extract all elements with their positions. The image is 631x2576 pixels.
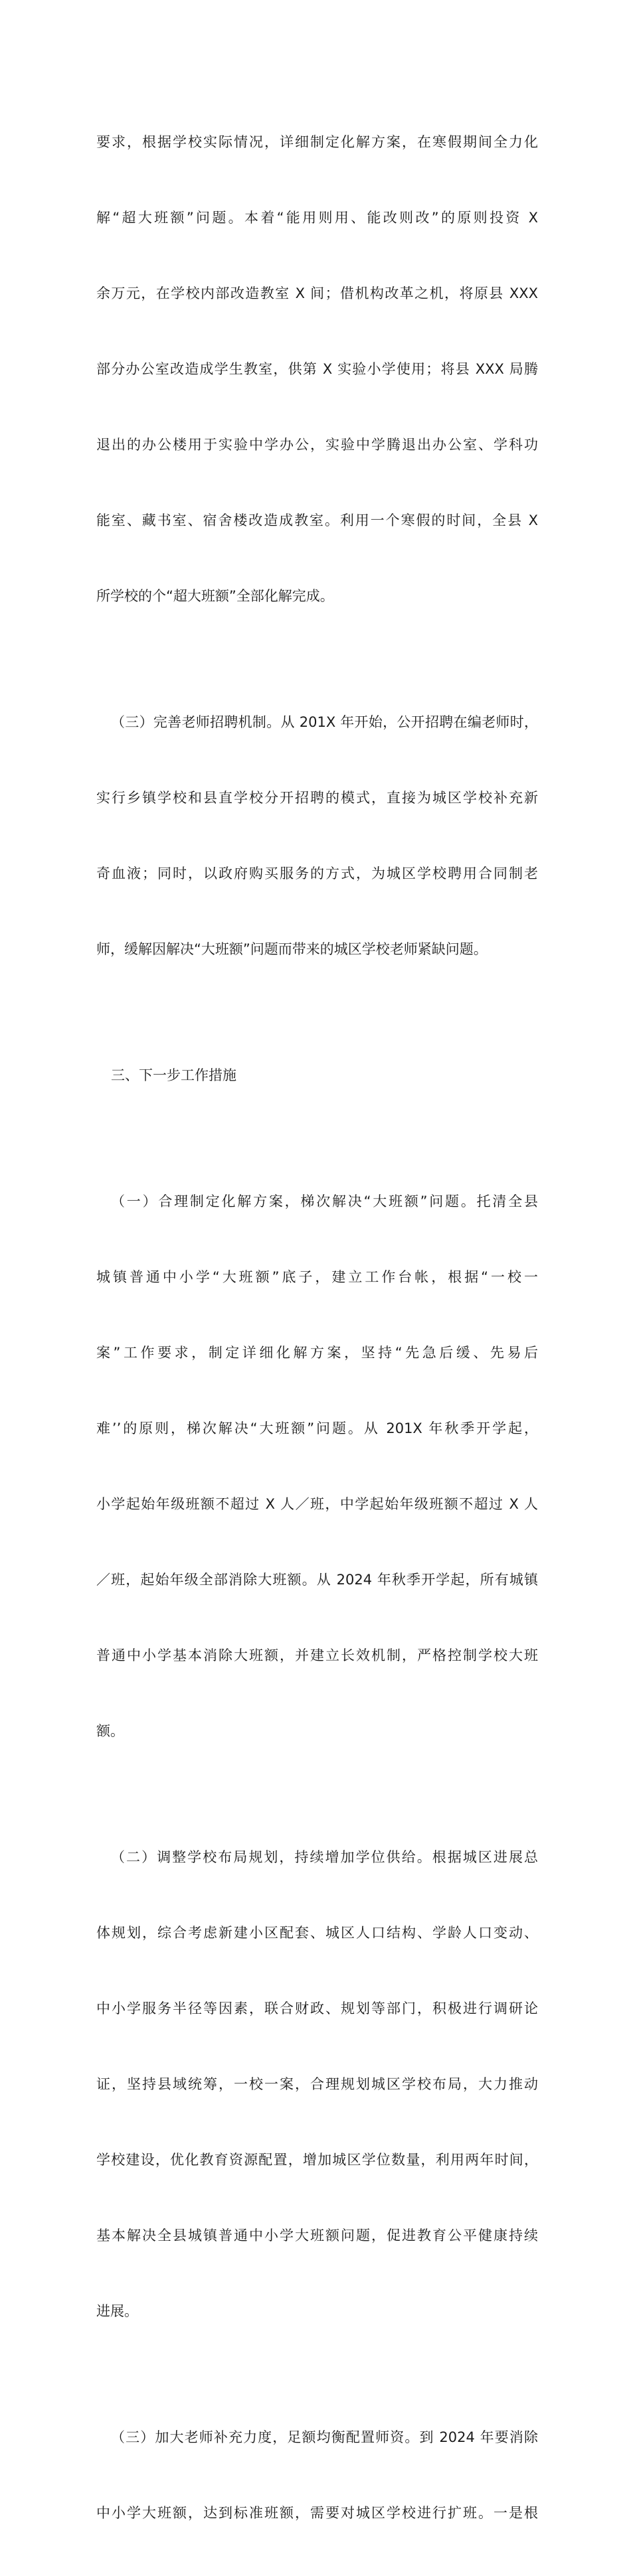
text-line: ／班，起始年级全部消除大班额。从 2024 年秋季开学起，所有城镇: [96, 1572, 538, 1588]
paragraph-teacher-recruitment: [96, 659, 538, 1012]
text-line: 所学校的个“超大班额”全部化解完成。: [96, 588, 334, 604]
text-line: （二）调整学校布局规划，持续增加学位供给。根据城区进展总: [111, 1849, 538, 1865]
text-line: 基本解决全县城镇普通中小学大班额问题，促进教育公平健康持续: [96, 2228, 538, 2243]
text-line: 实行乡镇学校和县直学校分开招聘的模式，直接为城区学校补充新: [96, 790, 538, 806]
text-line: 难’’的原则，梯次解决“大班额”问题。从 201X 年秋季开学起，: [96, 1420, 538, 1436]
text-line: （三）加大老师补充力度，足额均衡配置师资。到 2024 年要消除: [111, 2429, 538, 2445]
paragraph-classroom-conversion: [96, 79, 538, 659]
text-line: 余万元，在学校内部改造教室 X 间；借机构改革之机，将原县 XXX: [96, 285, 538, 301]
text-line: 进展。: [96, 2303, 138, 2319]
text-line: 退出的办公楼用于实验中学办公，实验中学腾退出办公室、学科功: [96, 437, 538, 453]
paragraph-teacher-supply: [96, 2374, 538, 2576]
text-line: 体规划，综合考虑新建小区配套、城区人口结构、学龄人口变动、: [96, 1925, 538, 1941]
text-line: （三）完善老师招聘机制。从 201X 年开始，公开招聘在编老师时，: [111, 714, 538, 730]
text-line: 证，坚持县域统筹，一校一案，合理规划城区学校布局，大力推动: [96, 2076, 538, 2092]
text-line: 学校建设，优化教育资源配置，增加城区学位数量，利用两年时间，: [96, 2152, 538, 2168]
text-line: 师，缓解因解决“大班额”问题而带来的城区学校老师紧缺问题。: [96, 941, 488, 957]
paragraph-school-layout: [96, 1794, 538, 2374]
text-line: 能室、藏书室、宿舍楼改造成教室。利用一个寒假的时间，全县 X: [96, 512, 538, 528]
text-line: 城镇普通中小学“大班额”底子，建立工作台帐，根据“一校一: [96, 1269, 538, 1285]
text-line: 中小学大班额，达到标准班额，需要对城区学校进行扩班。一是根: [96, 2505, 538, 2521]
paragraph-resolution-plan: [96, 1138, 538, 1794]
text-line: （一）合理制定化解方案，梯次解决“大班额”问题。托清全县: [111, 1193, 538, 1209]
document-page: [96, 79, 538, 2576]
text-line: 普通中小学基本消除大班额，并建立长效机制，严格控制学校大班: [96, 1647, 538, 1663]
text-line: 奇血液；同时，以政府购买服务的方式，为城区学校聘用合同制老: [96, 866, 538, 881]
text-line: 额。: [96, 1723, 124, 1739]
text-line: 解“超大班额”问题。本着“能用则用、能改则改”的原则投资 X: [96, 210, 538, 226]
text-line: 案”工作要求，制定详细化解方案，坚持“先急后缓、先易后: [96, 1345, 538, 1361]
text-line: 小学起始年级班额不超过 X 人／班，中学起始年级班额不超过 X 人: [96, 1496, 538, 1512]
text-line: 部分办公室改造成学生教室，供第 X 实验小学使用；将县 XXX 局腾: [96, 361, 538, 377]
text-line: 中小学服务半径等因素，联合财政、规划等部门，积极进行调研论: [96, 2001, 538, 2016]
section-heading: 三、下一步工作措施: [111, 1067, 236, 1083]
section-heading-next-steps: [96, 1012, 538, 1138]
text-line: 要求，根据学校实际情况，详细制定化解方案，在寒假期间全力化: [96, 134, 538, 150]
